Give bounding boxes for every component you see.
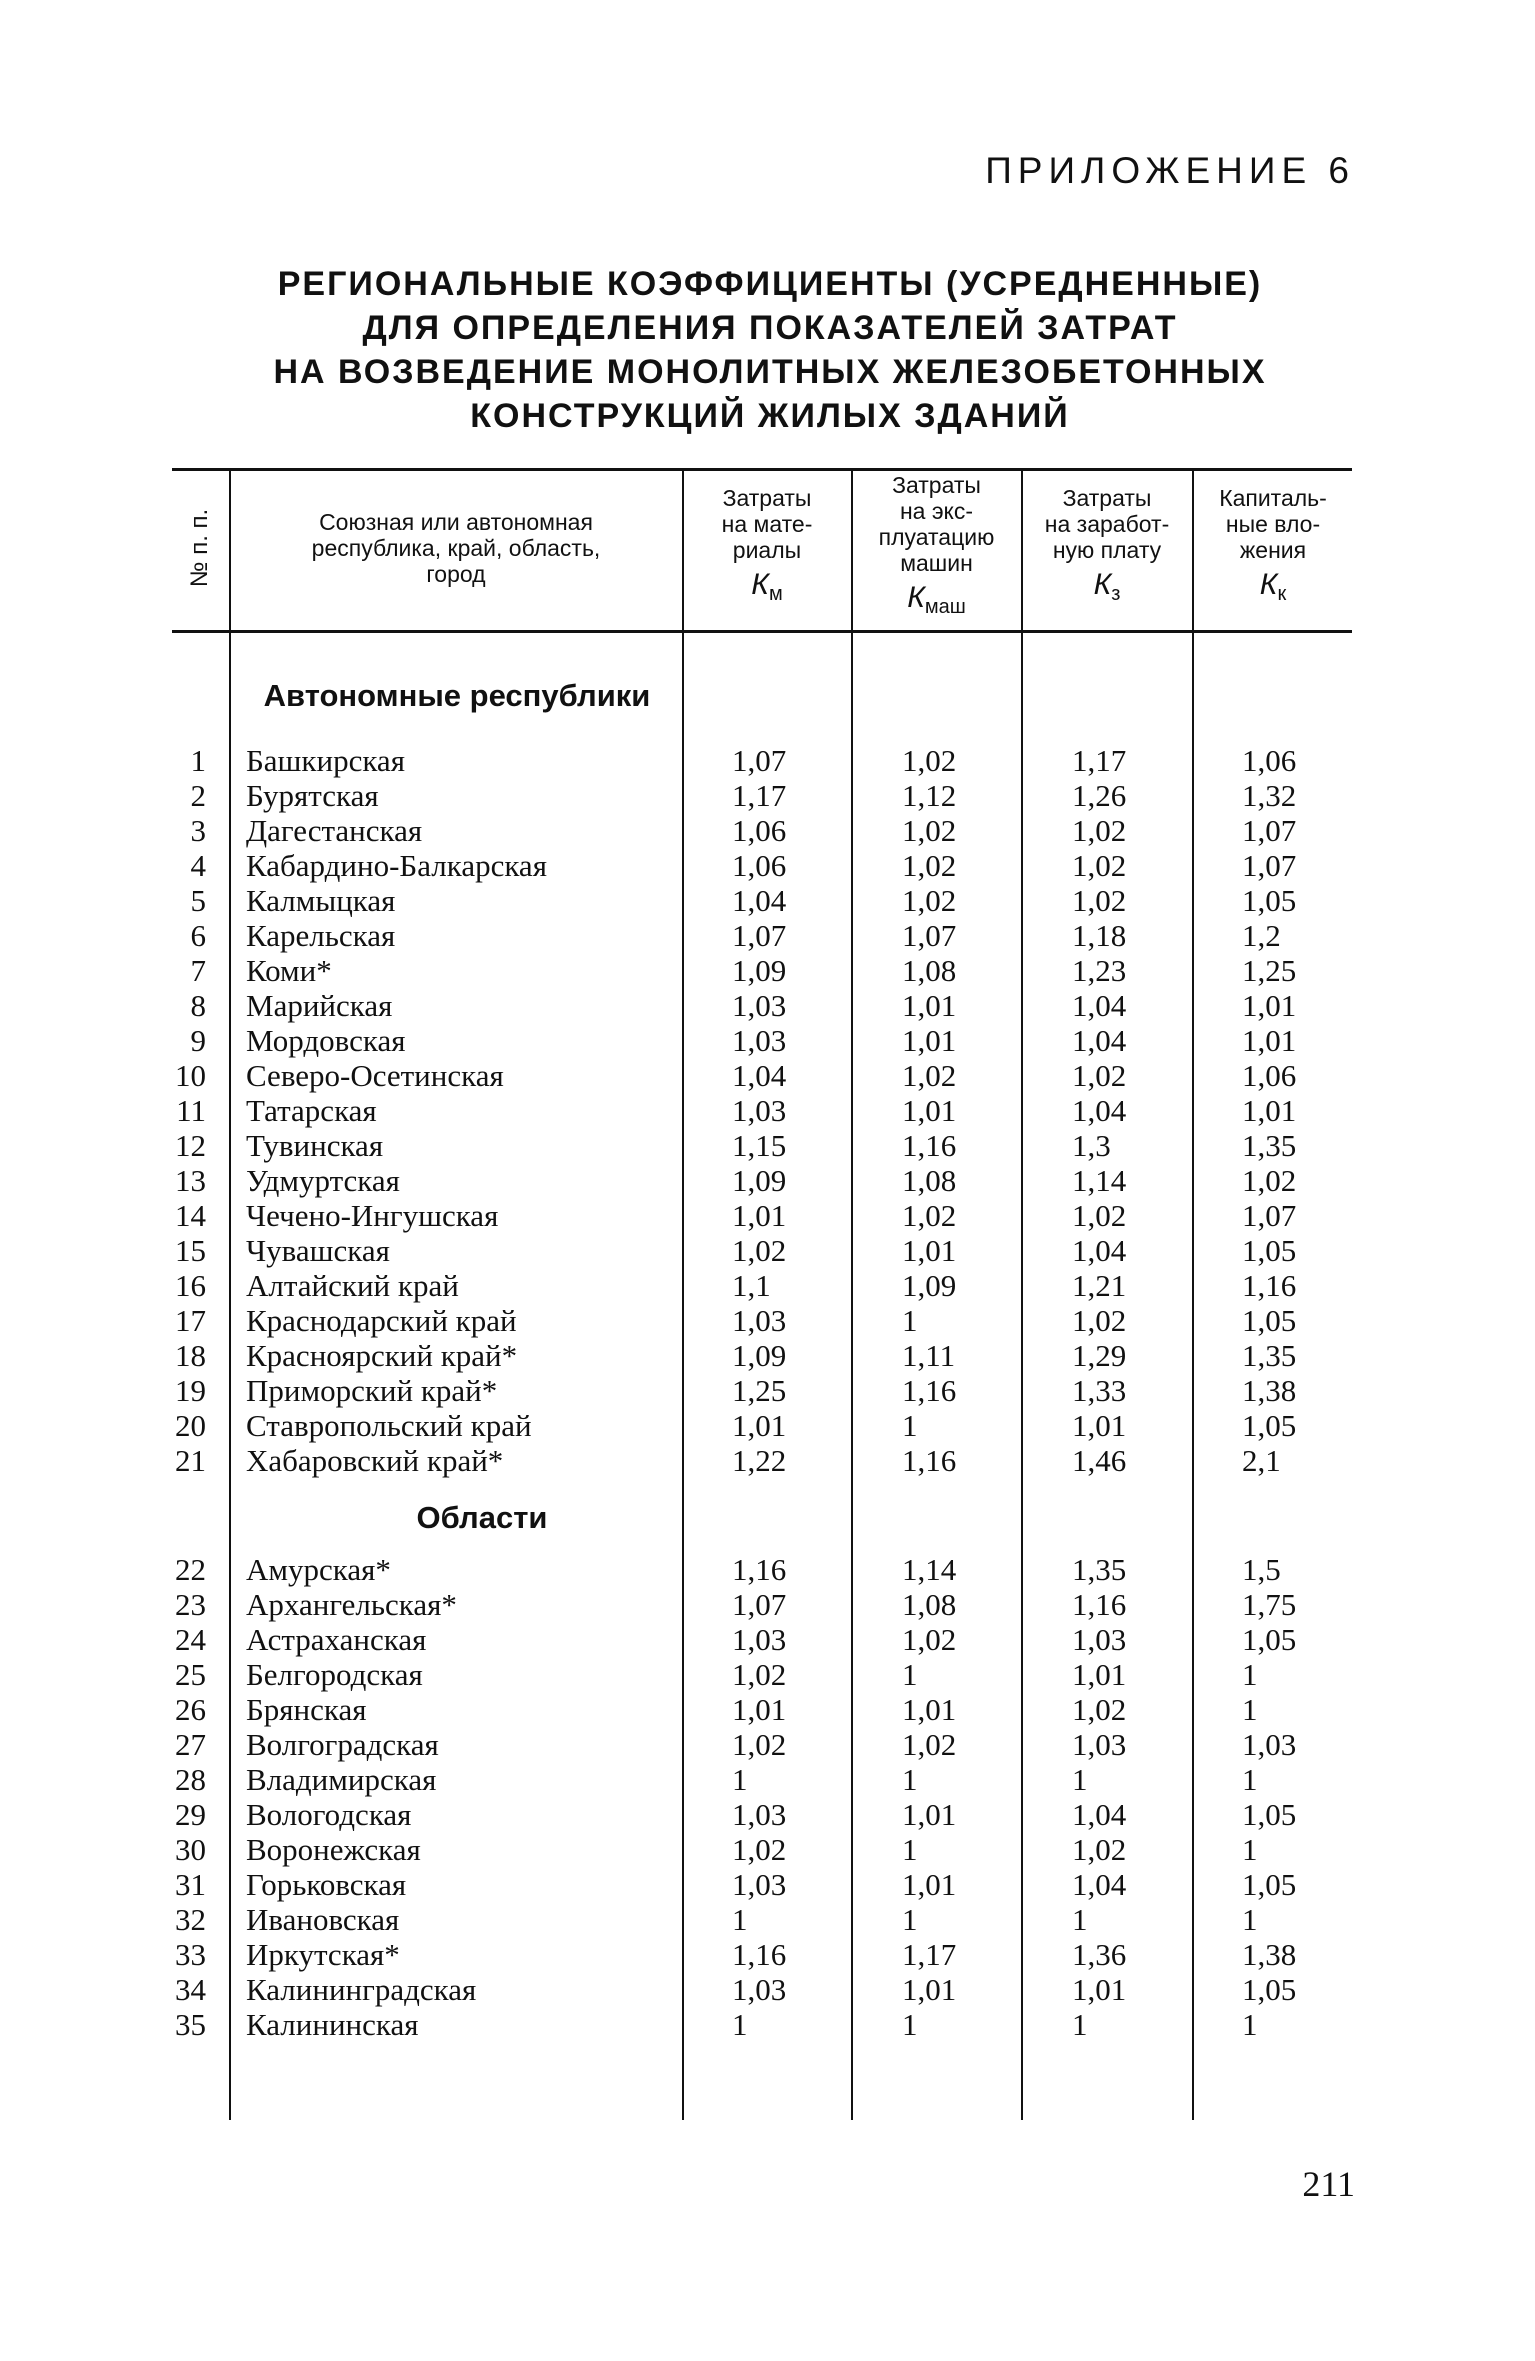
cell-kz: 1,02	[1072, 1692, 1127, 1727]
cell-kz: 1	[1072, 1762, 1088, 1797]
header-machines-symbol: $К_{маш}$	[907, 580, 966, 618]
cell-num: 2	[190, 778, 206, 813]
cell-num: 12	[175, 1128, 206, 1163]
cell-name: Астраханская	[246, 1622, 427, 1657]
cell-kk: 1,35	[1242, 1128, 1297, 1163]
cell-km: 1,06	[732, 848, 787, 883]
title-line: ДЛЯ ОПРЕДЕЛЕНИЯ ПОКАЗАТЕЛЕЙ ЗАТРАТ	[362, 309, 1178, 347]
cell-kmash: 1,16	[902, 1373, 957, 1408]
cell-km: 1,17	[732, 778, 787, 813]
cell-kz: 1,04	[1072, 1797, 1127, 1832]
cell-name: Волгоградская	[246, 1727, 439, 1762]
cell-kz: 1	[1072, 2007, 1088, 2042]
table-row	[172, 1268, 1352, 1303]
cell-kz: 1,04	[1072, 1023, 1127, 1058]
cell-num: 19	[175, 1373, 206, 1408]
cell-kk: 1,2	[1242, 918, 1281, 953]
header-wages-line: Затраты	[1062, 484, 1152, 511]
cell-km: 1,16	[732, 1937, 787, 1972]
table-row	[172, 1902, 1352, 1937]
cell-km: 1,07	[732, 743, 787, 778]
cell-km: 1	[732, 1762, 748, 1797]
cell-kz: 1,02	[1072, 1832, 1127, 1867]
table-row	[172, 848, 1352, 883]
cell-km: 1,02	[732, 1727, 787, 1762]
cell-name: Архангельская*	[246, 1587, 457, 1622]
cell-name: Дагестанская	[246, 813, 423, 848]
cell-kz: 1,03	[1072, 1622, 1127, 1657]
cell-kmash: 1,02	[902, 1727, 957, 1762]
cell-num: 11	[176, 1093, 206, 1128]
appendix-label: ПРИЛОЖЕНИЕ 6	[985, 150, 1355, 191]
cell-kmash: 1	[902, 1303, 918, 1338]
cell-num: 23	[175, 1587, 206, 1622]
cell-kmash: 1,14	[902, 1552, 957, 1587]
cell-num: 24	[175, 1622, 206, 1657]
cell-name: Бурятская	[246, 778, 379, 813]
title-line: КОНСТРУКЦИЙ ЖИЛЫХ ЗДАНИЙ	[470, 397, 1070, 435]
cell-num: 22	[175, 1552, 206, 1587]
cell-kz: 1,01	[1072, 1408, 1127, 1443]
cell-name: Калининградская	[246, 1972, 477, 2007]
cell-kmash: 1	[902, 1762, 918, 1797]
cell-kk: 1,07	[1242, 1198, 1297, 1233]
table-row	[172, 1587, 1352, 1622]
cell-kk: 1,35	[1242, 1338, 1297, 1373]
cell-kmash: 1,02	[902, 1622, 957, 1657]
cell-kk: 1,06	[1242, 743, 1297, 778]
cell-num: 16	[175, 1268, 206, 1303]
cell-km: 1,03	[732, 1972, 787, 2007]
cell-km: 1,06	[732, 813, 787, 848]
cell-kk: 1,06	[1242, 1058, 1297, 1093]
cell-name: Белгородская	[246, 1657, 423, 1692]
header-wages-symbol: $К_з$	[1093, 567, 1121, 605]
cell-name: Башкирская	[246, 743, 405, 778]
cell-name: Тувинская	[246, 1128, 384, 1163]
cell-kk: 1,05	[1242, 1408, 1297, 1443]
cell-km: 1,01	[732, 1408, 787, 1443]
header-machines	[853, 468, 1020, 628]
cell-name: Чечено-Ингушская	[246, 1198, 499, 1233]
cell-name: Коми*	[246, 953, 332, 988]
cell-kmash: 1	[902, 1657, 918, 1692]
table-row	[172, 778, 1352, 813]
cell-num: 26	[175, 1692, 206, 1727]
cell-num: 1	[190, 743, 206, 778]
cell-kk: 1,01	[1242, 1023, 1297, 1058]
header-materials-line: на мате-	[721, 510, 813, 537]
cell-kk: 1,5	[1242, 1552, 1281, 1587]
cell-km: 1,09	[732, 953, 787, 988]
cell-km: 1,02	[732, 1657, 787, 1692]
table-row	[172, 1373, 1352, 1408]
cell-km: 1,07	[732, 1587, 787, 1622]
table-row	[172, 1552, 1352, 1587]
cell-kz: 1,04	[1072, 1867, 1127, 1902]
cell-kz: 1,35	[1072, 1552, 1127, 1587]
cell-name: Северо-Осетинская	[246, 1058, 504, 1093]
header-capital-line: Капиталь-	[1219, 484, 1327, 511]
table-row	[172, 1338, 1352, 1373]
header-capital	[1194, 468, 1352, 628]
table-row	[172, 1198, 1352, 1233]
cell-kz: 1,03	[1072, 1727, 1127, 1762]
cell-name: Мордовская	[246, 1023, 406, 1058]
cell-km: 1,03	[732, 1797, 787, 1832]
coefficients-table	[172, 468, 1352, 2120]
cell-num: 13	[175, 1163, 206, 1198]
cell-kmash: 1	[902, 1902, 918, 1937]
cell-kk: 1,05	[1242, 1867, 1297, 1902]
cell-num: 21	[175, 1443, 206, 1478]
cell-kk: 1	[1242, 1657, 1258, 1692]
cell-num: 20	[175, 1408, 206, 1443]
cell-kz: 1,04	[1072, 988, 1127, 1023]
cell-num: 27	[175, 1727, 206, 1762]
table-row	[172, 1128, 1352, 1163]
cell-kk: 1,05	[1242, 1303, 1297, 1338]
cell-num: 7	[190, 953, 206, 988]
table-row	[172, 1622, 1352, 1657]
header-machines-line: Затраты	[892, 471, 981, 498]
cell-name: Алтайский край	[246, 1268, 459, 1303]
cell-name: Калмыцкая	[246, 883, 396, 918]
cell-km: 1,15	[732, 1128, 787, 1163]
cell-kz: 1,02	[1072, 1198, 1127, 1233]
section-title: Автономные республики	[263, 678, 651, 713]
cell-kmash: 1,01	[902, 1093, 957, 1128]
cell-num: 9	[190, 1023, 206, 1058]
title-line: НА ВОЗВЕДЕНИЕ МОНОЛИТНЫХ ЖЕЛЕЗОБЕТОННЫХ	[273, 353, 1267, 391]
cell-name: Иркутская*	[246, 1937, 400, 1972]
cell-name: Марийская	[246, 988, 393, 1023]
cell-kmash: 1,08	[902, 953, 957, 988]
cell-kz: 1,36	[1072, 1937, 1127, 1972]
cell-km: 1,01	[732, 1198, 787, 1233]
cell-km: 1,03	[732, 988, 787, 1023]
cell-kk: 1	[1242, 1902, 1258, 1937]
table-row	[172, 1163, 1352, 1198]
cell-kz: 1,01	[1072, 1657, 1127, 1692]
header-region-line: Союзная или автономная	[319, 509, 593, 535]
cell-km: 1,03	[732, 1622, 787, 1657]
cell-name: Горьковская	[246, 1867, 407, 1902]
page-title	[200, 262, 1340, 438]
cell-kmash: 1,16	[902, 1443, 957, 1478]
cell-name: Чувашская	[246, 1233, 390, 1268]
cell-kz: 1,02	[1072, 1303, 1127, 1338]
table-row	[172, 2007, 1352, 2042]
header-materials	[684, 468, 850, 628]
cell-name: Татарская	[246, 1093, 377, 1128]
table-row	[172, 1023, 1352, 1058]
cell-num: 4	[190, 848, 206, 883]
cell-kk: 1,01	[1242, 1093, 1297, 1128]
cell-kmash: 1,02	[902, 813, 957, 848]
cell-kk: 1,25	[1242, 953, 1297, 988]
cell-num: 28	[175, 1762, 206, 1797]
cell-kk: 1,05	[1242, 1797, 1297, 1832]
cell-name: Ивановская	[246, 1902, 400, 1937]
cell-num: 30	[175, 1832, 206, 1867]
table-row	[172, 1797, 1352, 1832]
cell-kmash: 1,01	[902, 1692, 957, 1727]
cell-km: 1	[732, 1902, 748, 1937]
cell-km: 1,09	[732, 1163, 787, 1198]
cell-kmash: 1,02	[902, 743, 957, 778]
cell-num: 10	[175, 1058, 206, 1093]
cell-num: 33	[175, 1937, 206, 1972]
header-wages-line: на заработ-	[1044, 510, 1170, 537]
cell-kk: 1	[1242, 1832, 1258, 1867]
table-row	[172, 1762, 1352, 1797]
cell-kmash: 1,01	[902, 1867, 957, 1902]
cell-num: 34	[175, 1972, 206, 2007]
cell-num: 17	[175, 1303, 206, 1338]
cell-km: 1,03	[732, 1303, 787, 1338]
cell-kz: 1	[1072, 1902, 1088, 1937]
cell-kz: 1,46	[1072, 1443, 1127, 1478]
table-row	[172, 1727, 1352, 1762]
table-row	[172, 1303, 1352, 1338]
table-row	[172, 1832, 1352, 1867]
title-line: РЕГИОНАЛЬНЫЕ КОЭФФИЦИЕНТЫ (УСРЕДНЕННЫЕ)	[277, 265, 1263, 303]
table-row	[172, 918, 1352, 953]
cell-kk: 1	[1242, 1762, 1258, 1797]
header-machines-line: плуатацию	[878, 523, 995, 550]
table-row	[172, 1692, 1352, 1727]
cell-kz: 1,04	[1072, 1093, 1127, 1128]
cell-kk: 1,05	[1242, 1622, 1297, 1657]
cell-kmash: 1,17	[902, 1937, 957, 1972]
cell-kk: 1,07	[1242, 813, 1297, 848]
cell-kz: 1,04	[1072, 1233, 1127, 1268]
cell-kk: 2,1	[1242, 1443, 1281, 1478]
cell-kz: 1,02	[1072, 848, 1127, 883]
header-materials-line: Затраты	[722, 484, 812, 511]
table-row	[172, 1972, 1352, 2007]
table-row	[172, 1058, 1352, 1093]
cell-kk: 1,38	[1242, 1373, 1297, 1408]
cell-num: 6	[190, 918, 206, 953]
cell-num: 35	[175, 2007, 206, 2042]
cell-kz: 1,16	[1072, 1587, 1127, 1622]
table-row	[172, 1867, 1352, 1902]
cell-name: Амурская*	[246, 1552, 391, 1587]
cell-name: Краснодарский край	[246, 1303, 517, 1338]
table-row	[172, 988, 1352, 1023]
cell-kz: 1,14	[1072, 1163, 1127, 1198]
cell-kk: 1,75	[1242, 1587, 1297, 1622]
table-row	[172, 1408, 1352, 1443]
cell-km: 1,22	[732, 1443, 787, 1478]
cell-km: 1,03	[732, 1867, 787, 1902]
cell-kz: 1,33	[1072, 1373, 1127, 1408]
cell-name: Карельская	[246, 918, 396, 953]
cell-name: Воронежская	[246, 1832, 421, 1867]
cell-name: Приморский край*	[246, 1373, 498, 1408]
header-region-line: республика, край, область,	[311, 535, 601, 561]
header-capital-line: ные вло-	[1225, 510, 1321, 537]
cell-kmash: 1,02	[902, 1198, 957, 1233]
cell-kk: 1,01	[1242, 988, 1297, 1023]
cell-kmash: 1,08	[902, 1587, 957, 1622]
cell-kz: 1,29	[1072, 1338, 1127, 1373]
cell-kk: 1,38	[1242, 1937, 1297, 1972]
cell-num: 3	[190, 813, 206, 848]
cell-num: 15	[175, 1233, 206, 1268]
cell-km: 1,02	[732, 1832, 787, 1867]
cell-name: Брянская	[246, 1692, 367, 1727]
cell-kk: 1,05	[1242, 1972, 1297, 2007]
header-region	[232, 468, 680, 628]
cell-name: Хабаровский край*	[246, 1443, 504, 1478]
cell-kk: 1	[1242, 2007, 1258, 2042]
cell-kz: 1,3	[1072, 1128, 1111, 1163]
cell-kz: 1,18	[1072, 918, 1127, 953]
table-row	[172, 1233, 1352, 1268]
cell-kk: 1,05	[1242, 1233, 1297, 1268]
page-number: 211	[1302, 2164, 1355, 2204]
cell-km: 1,02	[732, 1233, 787, 1268]
cell-name: Удмуртская	[246, 1163, 400, 1198]
header-wages	[1023, 468, 1191, 628]
cell-kmash: 1,01	[902, 1233, 957, 1268]
cell-kmash: 1,12	[902, 778, 957, 813]
cell-name: Калининская	[246, 2007, 419, 2042]
cell-kk: 1,02	[1242, 1163, 1297, 1198]
header-wages-line: ную плату	[1052, 536, 1162, 563]
cell-kz: 1,02	[1072, 1058, 1127, 1093]
table-row	[172, 1093, 1352, 1128]
cell-km: 1,07	[732, 918, 787, 953]
cell-name: Ставропольский край	[246, 1408, 532, 1443]
header-region-line: город	[426, 561, 486, 587]
cell-name: Владимирская	[246, 1762, 437, 1797]
cell-kmash: 1,01	[902, 988, 957, 1023]
header-capital-symbol: $К_к$	[1259, 567, 1287, 605]
cell-kmash: 1,16	[902, 1128, 957, 1163]
cell-name: Кабардино-Балкарская	[246, 848, 547, 883]
cell-km: 1,09	[732, 1338, 787, 1373]
section-title: Области	[416, 1500, 548, 1535]
cell-km: 1,04	[732, 883, 787, 918]
table-row	[172, 813, 1352, 848]
cell-num: 31	[175, 1867, 206, 1902]
header-materials-line: риалы	[732, 536, 802, 563]
cell-kz: 1,02	[1072, 883, 1127, 918]
cell-km: 1,16	[732, 1552, 787, 1587]
cell-km: 1,03	[732, 1093, 787, 1128]
cell-kmash: 1	[902, 2007, 918, 2042]
cell-kk: 1	[1242, 1692, 1258, 1727]
cell-km: 1,04	[732, 1058, 787, 1093]
cell-kk: 1,05	[1242, 883, 1297, 918]
cell-kmash: 1,02	[902, 848, 957, 883]
cell-kmash: 1,09	[902, 1268, 957, 1303]
cell-km: 1	[732, 2007, 748, 2042]
cell-name: Вологодская	[246, 1797, 412, 1832]
header-capital-line: жения	[1239, 536, 1307, 563]
header-materials-symbol: $К_м$	[751, 567, 783, 605]
cell-kz: 1,23	[1072, 953, 1127, 988]
table-row	[172, 1937, 1352, 1972]
cell-kz: 1,26	[1072, 778, 1127, 813]
cell-kk: 1,16	[1242, 1268, 1297, 1303]
cell-num: 32	[175, 1902, 206, 1937]
table-row	[172, 1657, 1352, 1692]
header-machines-line: машин	[900, 549, 973, 576]
cell-kz: 1,21	[1072, 1268, 1127, 1303]
cell-kmash: 1,02	[902, 883, 957, 918]
cell-km: 1,25	[732, 1373, 787, 1408]
table-row	[172, 1443, 1352, 1478]
cell-num: 25	[175, 1657, 206, 1692]
cell-kmash: 1,02	[902, 1058, 957, 1093]
table-row	[172, 883, 1352, 918]
cell-kmash: 1	[902, 1408, 918, 1443]
cell-kmash: 1,01	[902, 1972, 957, 2007]
header-bottom-rule	[172, 630, 1352, 633]
cell-kmash: 1,01	[902, 1023, 957, 1058]
cell-kk: 1,32	[1242, 778, 1297, 813]
cell-num: 29	[175, 1797, 206, 1832]
cell-num: 5	[190, 883, 206, 918]
table-row	[172, 953, 1352, 988]
header-machines-line: на экс-	[899, 497, 974, 524]
cell-kmash: 1,07	[902, 918, 957, 953]
cell-km: 1,01	[732, 1692, 787, 1727]
cell-kmash: 1	[902, 1832, 918, 1867]
cell-name: Красноярский край*	[246, 1338, 518, 1373]
cell-km: 1,1	[732, 1268, 771, 1303]
header-number: № п. п.	[186, 508, 213, 588]
cell-kz: 1,01	[1072, 1972, 1127, 2007]
cell-km: 1,03	[732, 1023, 787, 1058]
cell-num: 14	[175, 1198, 206, 1233]
cell-kz: 1,02	[1072, 813, 1127, 848]
cell-kk: 1,07	[1242, 848, 1297, 883]
cell-kmash: 1,01	[902, 1797, 957, 1832]
cell-kz: 1,17	[1072, 743, 1127, 778]
cell-kmash: 1,08	[902, 1163, 957, 1198]
cell-num: 18	[175, 1338, 206, 1373]
cell-kmash: 1,11	[902, 1338, 956, 1373]
table-row	[172, 743, 1352, 778]
cell-num: 8	[190, 988, 206, 1023]
cell-kk: 1,03	[1242, 1727, 1297, 1762]
